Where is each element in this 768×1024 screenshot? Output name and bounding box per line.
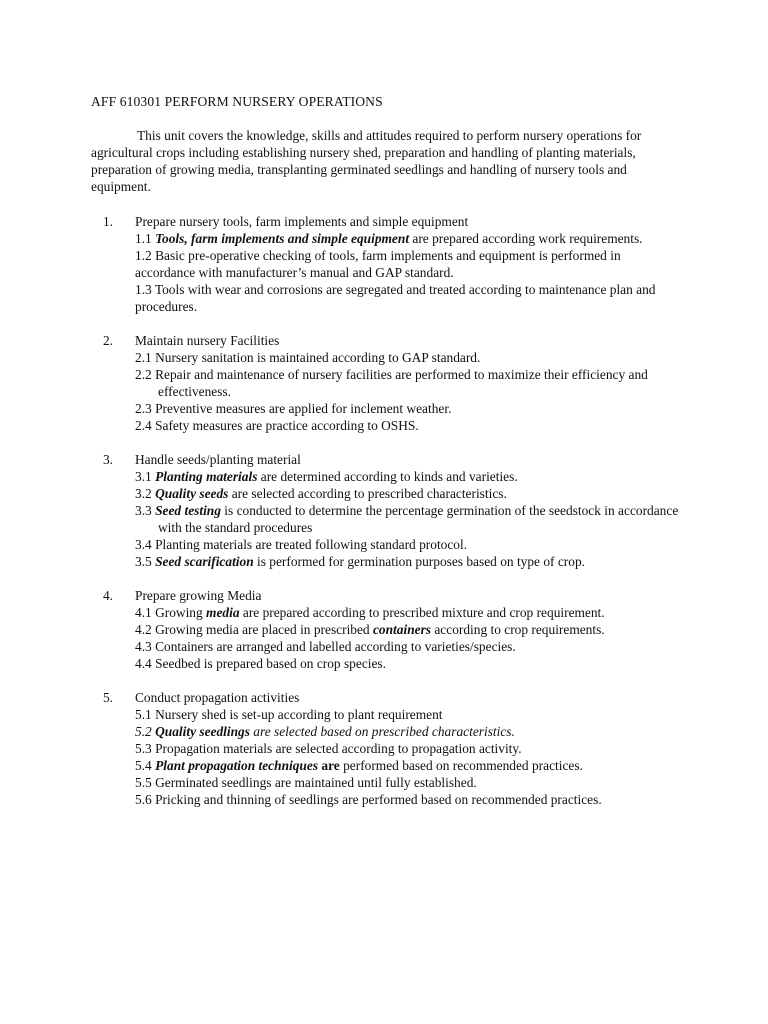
criterion-item: 4.2 Growing media are placed in prescribed containers according to crop requirements. — [135, 622, 605, 637]
criterion-item: 3.3 Seed testing is conducted to determine the percentage germination of the seedstock in accordance with the standard procedures — [135, 503, 679, 535]
section-title: Prepare nursery tools, farm implements and simple equipment — [135, 214, 469, 229]
section-title: Handle seeds/planting material — [135, 452, 301, 467]
section-1 — [91, 213, 691, 315]
criterion-item: 3.1 Planting materials are determined according to kinds and varieties. — [135, 469, 518, 484]
intro-paragraph: This unit covers the knowledge, skills and attitudes required to perform nursery operations for agricultural crops including establishing nursery shed, preparation and handling of planting materials, preparation of growing media, transplanting germinated seedlings and handling of nursery tools and equipment. — [91, 128, 642, 194]
document-title: AFF 610301 PERFORM NURSERY OPERATIONS — [91, 94, 383, 109]
section-title: Prepare growing Media — [135, 588, 262, 603]
section-3 — [91, 451, 691, 570]
section-number: 2. — [102, 333, 113, 348]
criterion-item: 1.2 Basic pre-operative checking of tools, farm implements and equipment is performed in accordance with manufacturer’s manual and GAP standard. — [135, 248, 621, 280]
section-number: 1. — [102, 214, 113, 229]
criterion-item: 5.1 Nursery shed is set-up according to plant requirement — [135, 707, 443, 722]
section-heading — [91, 213, 691, 230]
criterion-item: 5.4 Plant propagation techniques are performed based on recommended practices. — [135, 758, 583, 773]
criterion-item: 5.3 Propagation materials are selected according to propagation activity. — [135, 741, 522, 756]
criterion-item: 2.4 Safety measures are practice according to OSHS. — [135, 418, 419, 433]
section-heading — [91, 451, 691, 468]
section-number: 3. — [102, 452, 113, 467]
section-heading — [91, 332, 691, 349]
section-number: 4. — [102, 588, 113, 603]
competency-list — [91, 213, 691, 825]
criterion-item: 3.2 Quality seeds are selected according to prescribed characteristics. — [135, 486, 507, 501]
criterion-item: 1.3 Tools with wear and corrosions are segregated and treated according to maintenance plan and procedures. — [135, 282, 656, 314]
criterion-item: 2.1 Nursery sanitation is maintained according to GAP standard. — [135, 350, 481, 365]
criterion-item: 4.3 Containers are arranged and labelled according to varieties/species. — [135, 639, 516, 654]
criterion-item: 5.2 Quality seedlings are selected based on prescribed characteristics. — [135, 724, 515, 739]
section-4 — [91, 587, 691, 672]
criterion-item: 2.3 Preventive measures are applied for inclement weather. — [135, 401, 452, 416]
criterion-item: 4.4 Seedbed is prepared based on crop species. — [135, 656, 386, 671]
criterion-item: 1.1 Tools, farm implements and simple equipment are prepared according work requirements. — [135, 231, 643, 246]
section-title: Conduct propagation activities — [135, 690, 300, 705]
section-5 — [91, 689, 691, 808]
section-heading — [91, 587, 691, 604]
criterion-item: 3.4 Planting materials are treated following standard protocol. — [135, 537, 468, 552]
section-heading — [91, 689, 691, 706]
criterion-item: 5.6 Pricking and thinning of seedlings are performed based on recommended practices. — [135, 792, 602, 807]
section-title: Maintain nursery Facilities — [135, 333, 280, 348]
criterion-item: 4.1 Growing media are prepared according to prescribed mixture and crop requirement. — [135, 605, 605, 620]
section-2 — [91, 332, 691, 434]
criterion-item: 3.5 Seed scarification is performed for germination purposes based on type of crop. — [135, 554, 585, 569]
criterion-item: 2.2 Repair and maintenance of nursery facilities are performed to maximize their efficiency and effectiveness. — [135, 367, 648, 399]
criterion-item: 5.5 Germinated seedlings are maintained until fully established. — [135, 775, 477, 790]
section-number: 5. — [102, 690, 113, 705]
